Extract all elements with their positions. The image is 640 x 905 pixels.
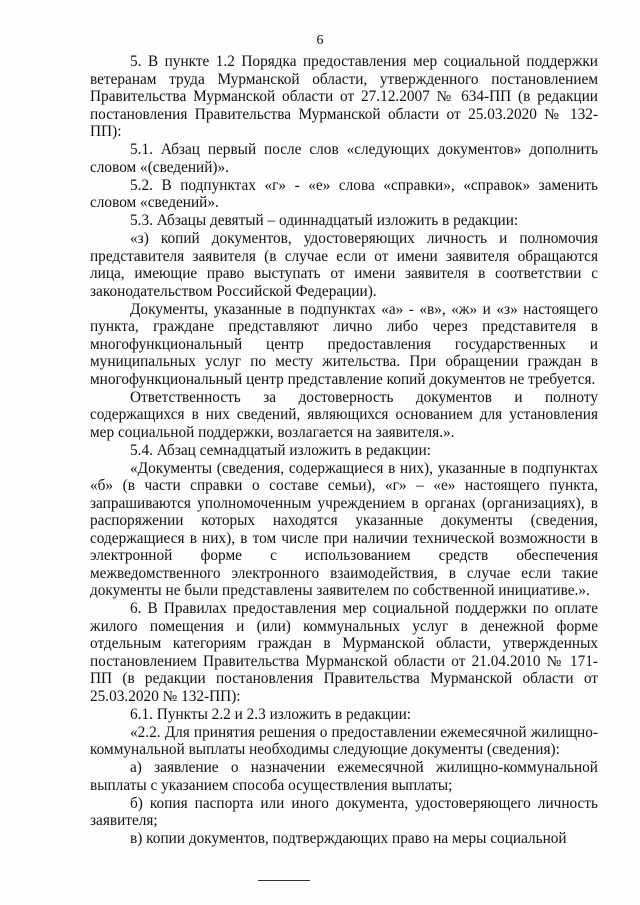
paragraph-6: 6. В Правилах предоставления мер социальной поддержки по оплате жилого помещения и (или) коммунальных услуг в денежной форме отдельным категориям граждан в Мурманской области, утвержденных постановлением Правительства Мурманской области от 21.04.2010 № 171-ПП (в редакции постановления Правительства Мурманской области от 25.03.2020 № 132-ПП): <box>90 600 598 705</box>
paragraph-item-v: в) копии документов, подтверждающих право на меры социальной <box>130 830 567 847</box>
paragraph-2-2: «2.2. Для принятия решения о предоставлении ежемесячной жилищно-коммунальной выплаты необходимы следующие документы (сведения): <box>90 723 598 758</box>
paragraph-5-1: 5.1. Абзац первый после слов «следующих документов» дополнить словом «(сведений)». <box>90 141 598 176</box>
paragraph-documents: Документы, указанные в подпунктах «а» - «в», «ж» и «з» настоящего пункта, граждане представляют лично либо через представителя в многофункциональный центр предоставления государственных и муниципальных услуг по месту жительства. При обращении граждан в многофункциональный центр представление копий документов не требуется. <box>90 300 598 388</box>
paragraph-6-1: 6.1. Пункты 2.2 и 2.3 изложить в редакции: <box>130 705 412 723</box>
paragraph-quote-z: «з) копий документов, удостоверяющих личность и полномочия представителя заявителя (в случае если от имени заявителя обращаются лица, имеющие право выступать от имени заявителя в соответствии с законодательством Российской Федерации). <box>90 230 598 300</box>
paragraph-5-2: 5.2. В подпунктах «г» - «е» слова «справки», «справок» заменить словом «сведений». <box>90 176 598 211</box>
paragraph-item-a: а) заявление о назначении ежемесячной жилищно-коммунальной выплаты с указанием способа осуществления выплаты; <box>90 759 598 794</box>
paragraph-item-b: б) копия паспорта или иного документа, удостоверяющего личность заявителя; <box>90 794 598 829</box>
paragraph-5-4: 5.4. Абзац семнадцатый изложить в редакции: <box>130 441 431 459</box>
footer-divider <box>258 880 310 881</box>
paragraph-quote-documents: «Документы (сведения, содержащиеся в них), указанные в подпунктах «б» (в части справки о составе семьи), «г» – «е» настоящего пункта, запрашиваются уполномоченным учреждением в органах (организациях), в распоряжении которых находятся указанные документы (сведения, содержащиеся в них), в том числе при наличии технической возможности в электронной форме с использованием средств обеспечения межведомственного электронного взаимодействия, в случае если такие документы не были представлены заявителем по собственной инициативе.». <box>90 459 598 599</box>
paragraph-5-3: 5.3. Абзацы девятый – одиннадцатый изложить в редакции: <box>130 212 519 229</box>
page-number: 6 <box>316 33 324 48</box>
paragraph-5: 5. В пункте 1.2 Порядка предоставления мер социальной поддержки ветеранам труда Мурманской области, утвержденного постановлением Правительства Мурманской области от 27.12.2007 № 634-ПП (в редакции постановления Правительства Мурманской области от 25.03.2020 № 132-ПП): <box>90 53 598 140</box>
document-body <box>90 53 598 848</box>
paragraph-responsibility: Ответственность за достоверность документов и полноту содержащихся в них сведений, являющихся основанием для установления мер социальной поддержки, возлагается на заявителя.». <box>90 388 598 441</box>
